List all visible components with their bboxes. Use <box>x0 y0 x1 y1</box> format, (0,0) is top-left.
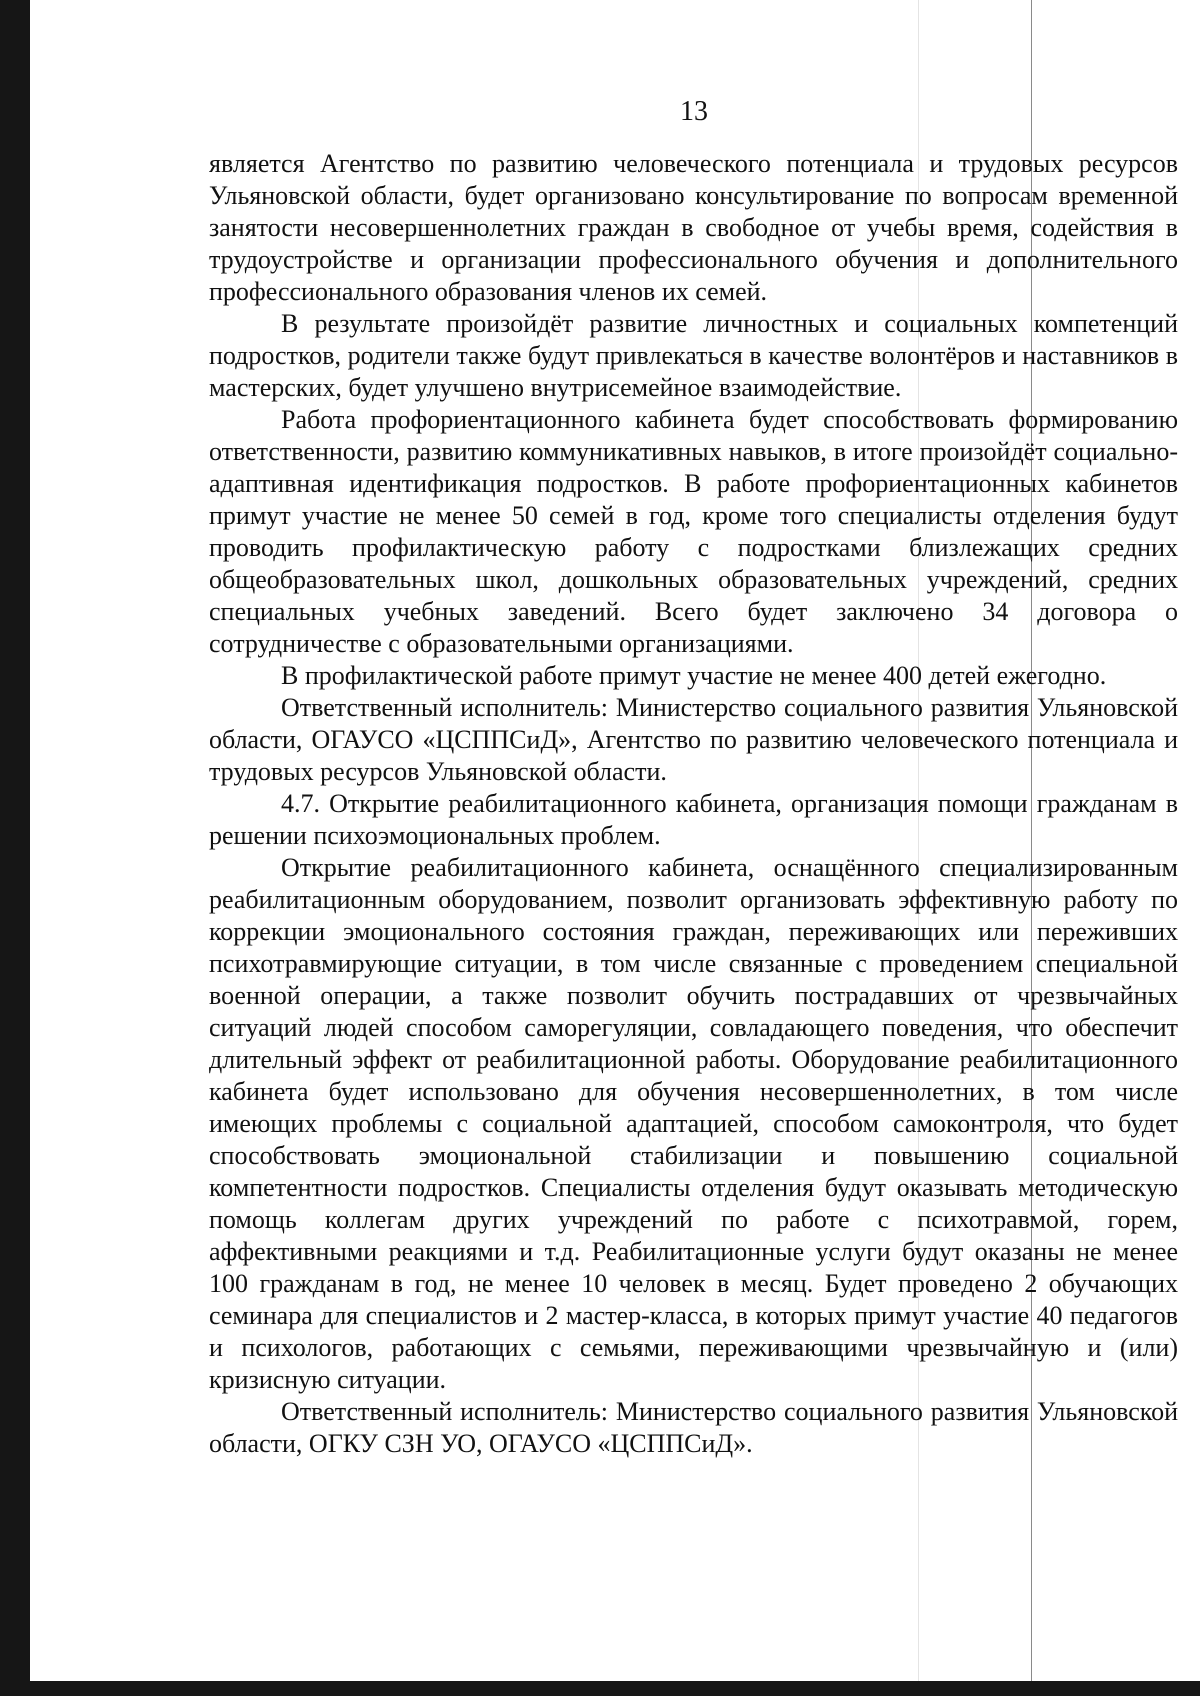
page-number: 13 <box>680 96 708 127</box>
paragraph-continuation: является Агентство по развитию человеческого потенциала и трудовых ресурсов Ульяновской области, будет организовано консультирование по вопросам временной занятости несовершеннолетних граждан в свободное от учебы время, содействия в трудоустройстве и организации профессионального обучения и дополнительного профессионального образования членов их семей. <box>209 149 1178 306</box>
paragraph-responsible-executor-1: Ответственный исполнитель: Министерство социального развития Ульяновской области, ОГАУСО «ЦСППСиД», Агентство по развитию человеческого потенциала и трудовых ресурсов Ульяновской области. <box>209 693 1178 786</box>
scan-border-left <box>0 0 30 1696</box>
paragraph-results: В результате произойдёт развитие личностных и социальных компетенций подростков, родители также будут привлекаться в качестве волонтёров и наставников в мастерских, будет улучшено внутрисемейное взаимодействие. <box>209 309 1178 402</box>
document-body <box>209 148 1178 1460</box>
paragraph-prevention-participants: В профилактической работе примут участие не менее 400 детей ежегодно. <box>281 661 1107 690</box>
section-heading-4-7: 4.7. Открытие реабилитационного кабинета, организация помощи гражданам в решении психоэмоциональных проблем. <box>209 789 1178 850</box>
paragraph-career-guidance-office: Работа профориентационного кабинета будет способствовать формированию ответственности, развитию коммуникативных навыков, в итоге произойдёт социально-адаптивная идентификация подростков. В работе профориентационных кабинетов примут участие не менее 50 семей в год, кроме того специалисты отделения будут проводить профилактическую работу с подростками близлежащих средних общеобразовательных школ, дошкольных образовательных учреждений, средних специальных учебных заведений. Всего будет заключено 34 договора о сотрудничестве с образовательными организациями. <box>209 405 1178 658</box>
scan-border-bottom <box>0 1681 1200 1696</box>
paragraph-rehabilitation-office: Открытие реабилитационного кабинета, оснащённого специализированным реабилитационным оборудованием, позволит организовать эффективную работу по коррекции эмоционального состояния граждан, переживающих или переживших психотравмирующие ситуации, в том числе связанные с проведением специальной военной операции, а также позволит обучить пострадавших от чрезвычайных ситуаций людей способом саморегуляции, совладающего поведения, что обеспечит длительный эффект от реабилитационной работы. Оборудование реабилитационного кабинета будет использовано для обучения несовершеннолетних, в том числе имеющих проблемы с социальной адаптацией, способом самоконтроля, что будет способствовать эмоциональной стабилизации и повышению социальной компетентности подростков. Специалисты отделения будут оказывать методическую помощь коллегам других учреждений по работе с психотравмой, горем, аффективными реакциями и т.д. Реабилитационные услуги будут оказаны не менее 100 гражданам в год, не менее 10 человек в месяц. Будет проведено 2 обучающих семинара для специалистов и 2 мастер-класса, в которых примут участие 40 педагогов и психологов, работающих с семьями, переживающими чрезвычайную и (или) кризисную ситуации. <box>209 853 1178 1394</box>
paragraph-responsible-executor-2: Ответственный исполнитель: Министерство социального развития Ульяновской области, ОГКУ СЗН УО, ОГАУСО «ЦСППСиД». <box>209 1397 1178 1458</box>
